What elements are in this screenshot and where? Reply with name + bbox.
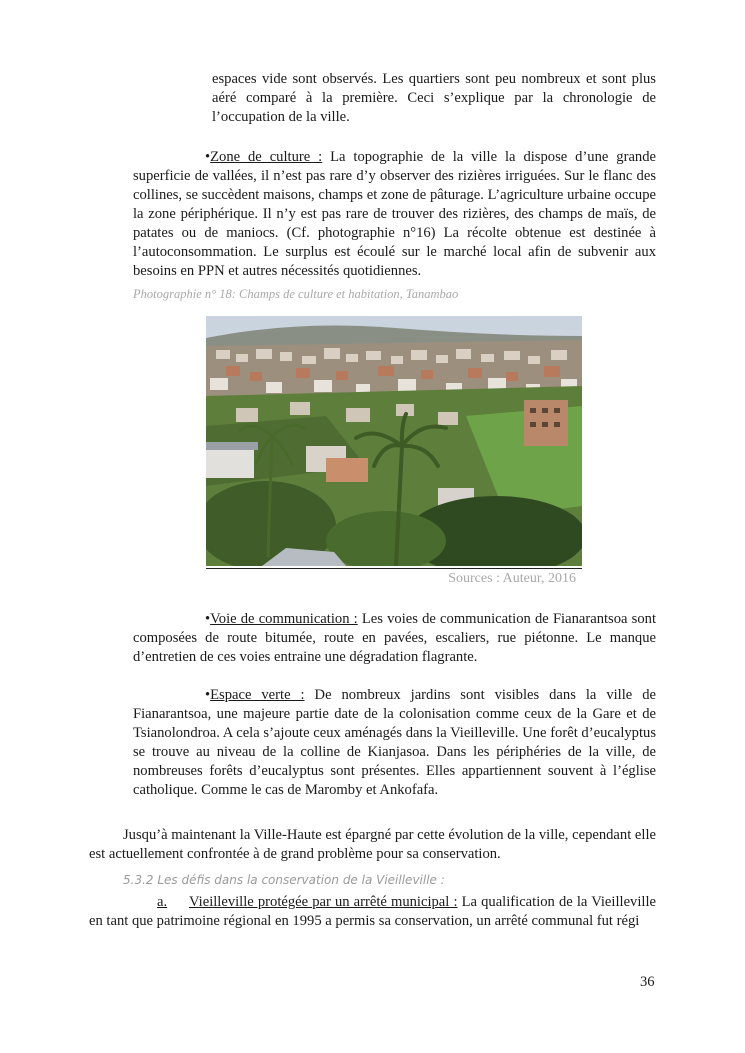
verte-paragraph — [133, 686, 656, 800]
photograph — [206, 316, 582, 566]
intro-line-3: l’occupation de la ville. — [212, 109, 350, 125]
defi-text: La qualification de la Vieilleville en tant que patrimoine régional en 1995 a permis sa conservation, un arrêté communal fut régi — [89, 894, 656, 929]
photo-source: Sources : Auteur, 2016 — [448, 571, 576, 586]
voie-text: Les voies de communication de Fianarantsoa sont composées de route bitumée, route en pavées, escaliers, rue piétonne. Le manque d’entretien de ces voies entraine une dégradation flagrante. — [133, 611, 657, 665]
section-subheading: 5.3.2 Les défis dans la conservation de la Vieilleville : — [123, 873, 445, 887]
culture-paragraph — [133, 148, 656, 281]
verte-label: Espace verte : — [210, 687, 305, 703]
voie-label: Voie de communication : — [210, 611, 358, 627]
bullet-icon: • — [205, 149, 211, 165]
bullet-icon: • — [205, 611, 211, 627]
voie-paragraph — [133, 610, 656, 667]
photo-caption: Photographie n° 18: Champs de culture et habitation, Tanambao — [133, 287, 459, 301]
culture-label: Zone de culture : — [210, 149, 323, 165]
defi-letter: a. — [157, 894, 168, 910]
verte-text: De nombreux jardins sont visibles dans la ville de Fianarantsoa, une majeure partie date de la colonisation comme ceux de la Gare et de Tsianolondroa. A cela s’ajoute ceux aménagés dans la Vieilleville. Une forêt d’eucalyptus se trouve au niveau de la colline de Kianjasoa. Dans les périphéries de la ville, de nombreuses forêts d’eucalyptus sont présentes. Elles appartiennent souvent à l’église catholique. Comme le cas de Maromby et Ankofafa. — [133, 687, 657, 798]
photo-divider — [206, 568, 582, 569]
defi-label: Vieilleville protégée par un arrêté municipal : — [189, 894, 458, 910]
bullet-icon: • — [205, 687, 211, 703]
intro-line-2: aéré comparé à la première. Ceci s’explique par la chronologie de — [212, 90, 656, 106]
town-landscape-image — [206, 316, 582, 566]
culture-text: La topographie de la ville la dispose d’une grande superficie de vallées, il n’est pas rare d’y observer des rizières irriguées. Sur le flanc des collines, se succèdent maisons, champs et zone de pâturage. L’agriculture urbaine occupe la zone périphérique. Il n’y est pas rare de trouver des rizières, des champs de maïs, de patates ou de maniocs. (Cf. photographie n°16) La récolte obtenue est destinée à l’autoconsommation. Le surplus est écoulé sur le marché local afin de subvenir aux besoins en PPN et autres nécessités quotidiennes. — [133, 149, 656, 279]
defi-paragraph — [89, 893, 656, 931]
intro-line-1: espaces vide sont observés. Les quartiers sont peu nombreux et sont plus — [212, 71, 656, 87]
conclusion-paragraph: Jusqu’à maintenant la Ville-Haute est épargné par cette évolution de la ville, cependant elle est actuellement confrontée à de grand problème pour sa conservation. — [89, 827, 656, 862]
page-number: 36 — [640, 974, 655, 990]
